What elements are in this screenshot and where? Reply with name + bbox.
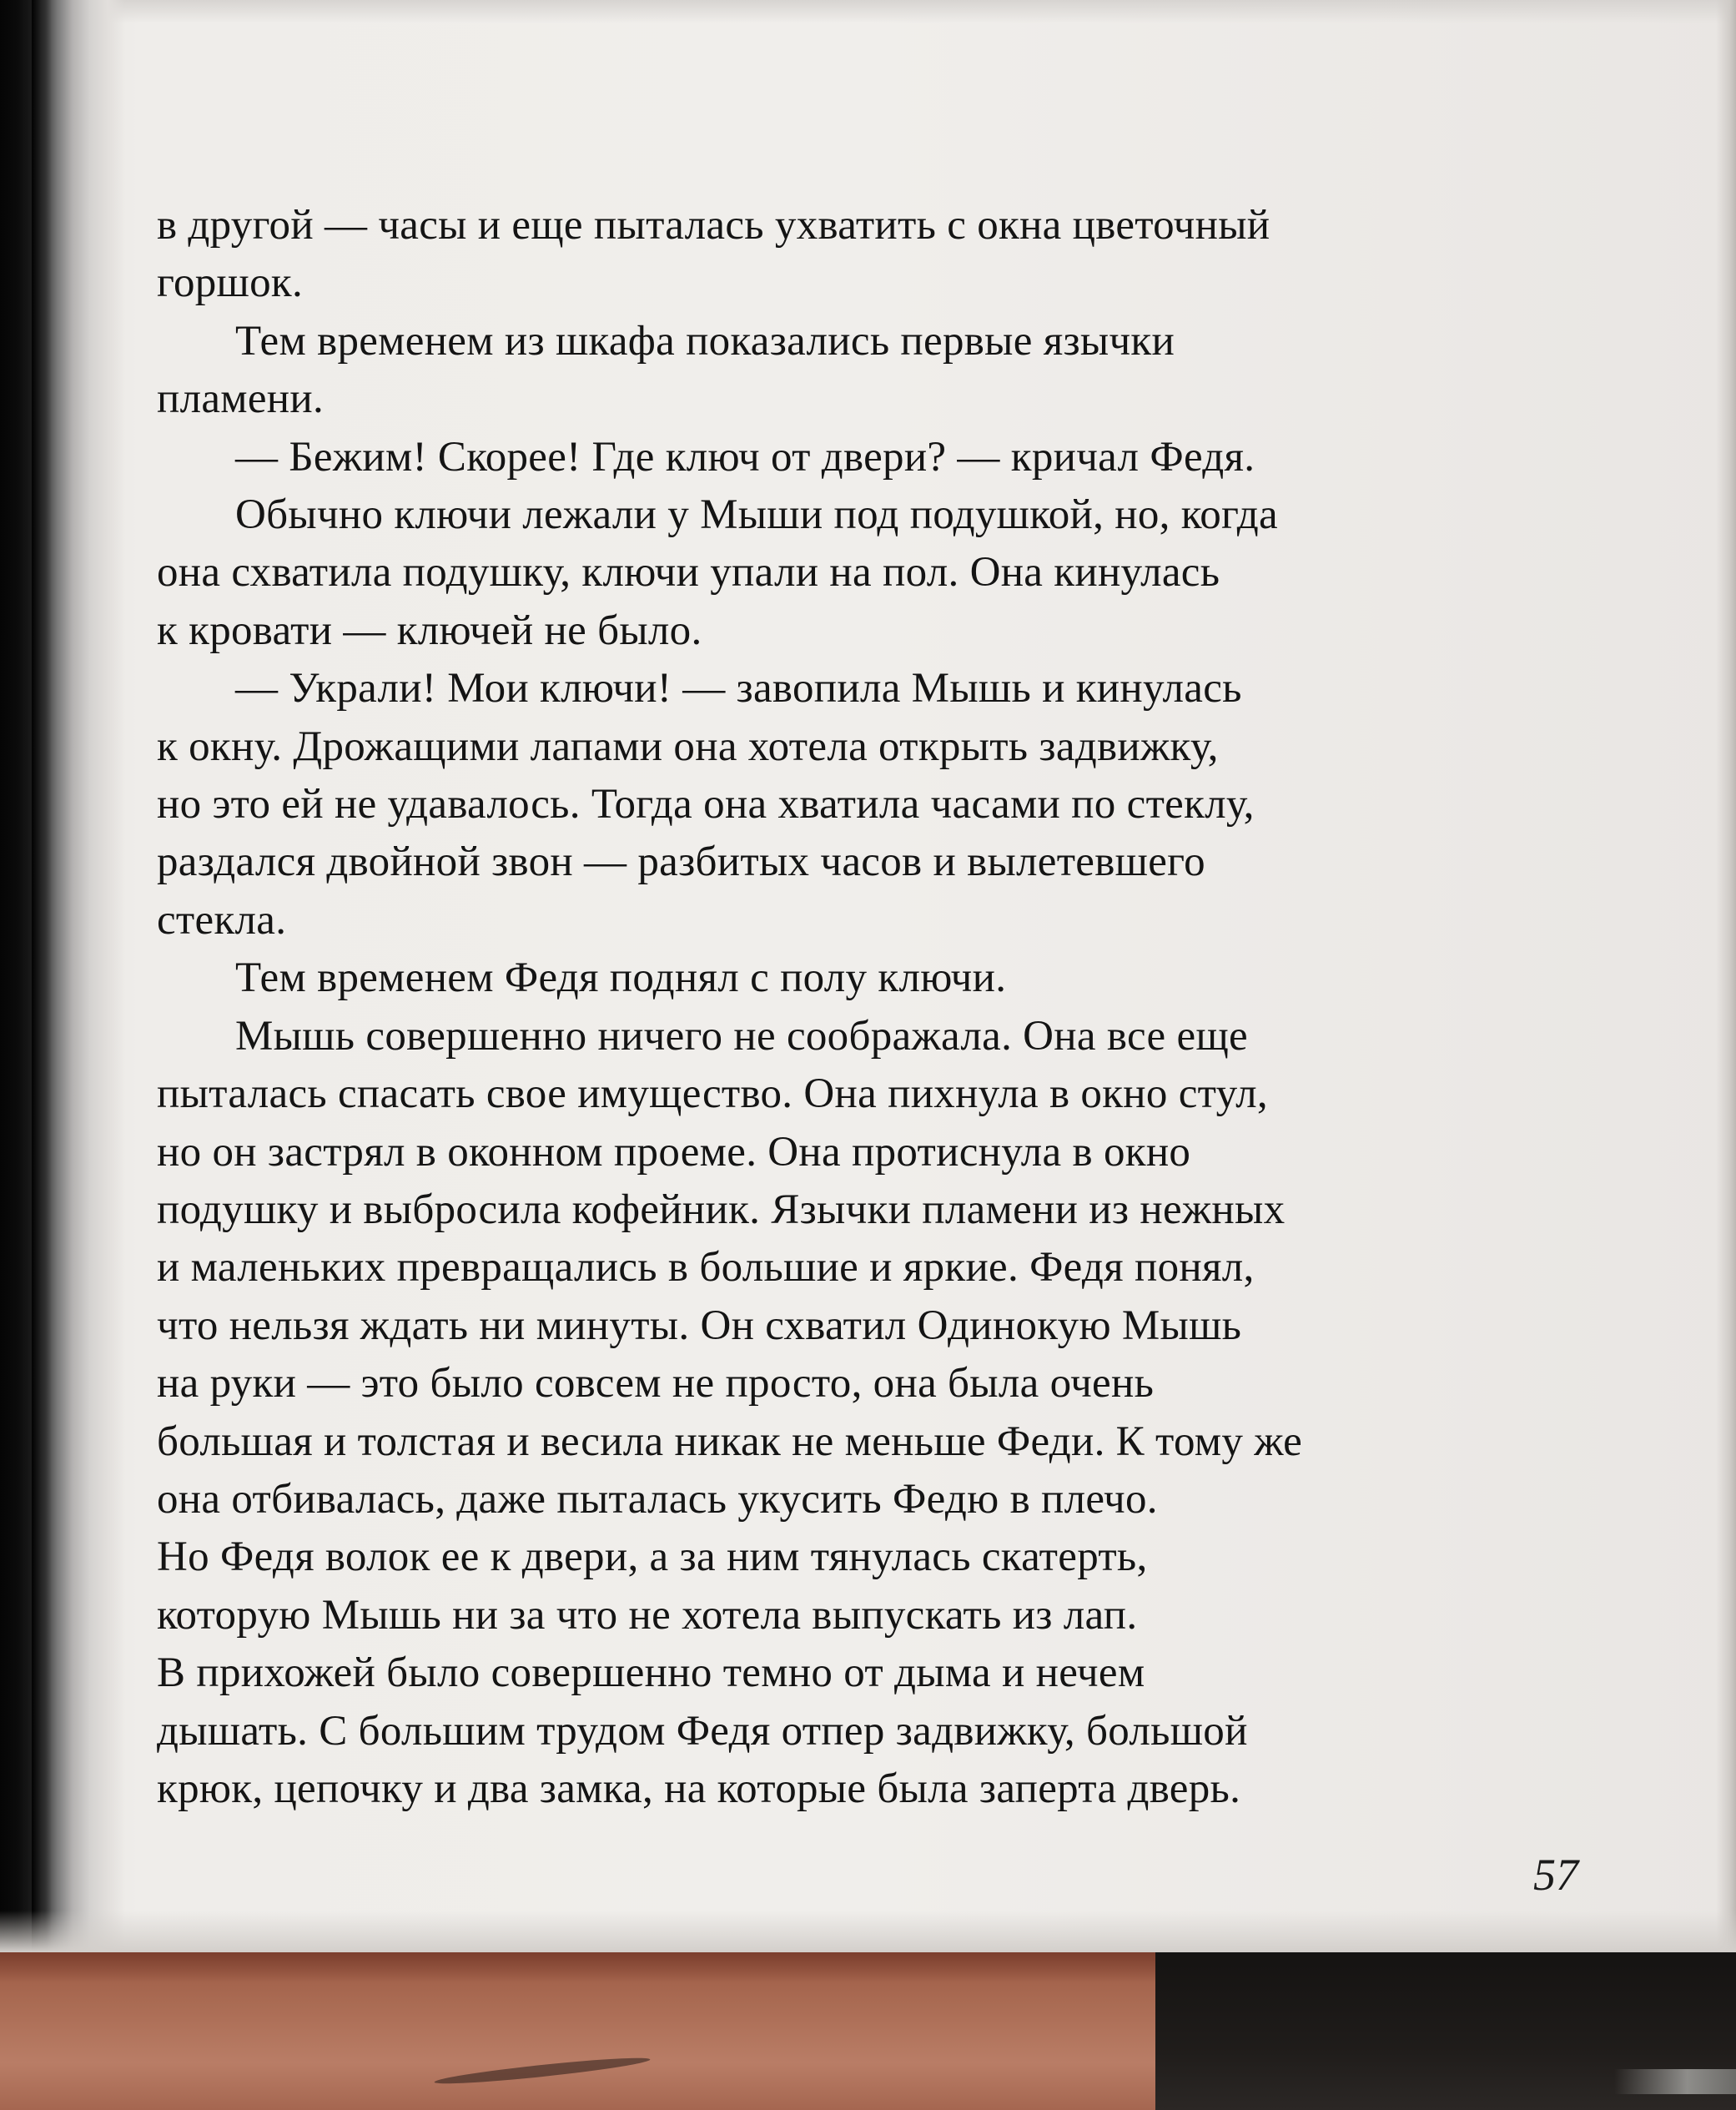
background-object — [1614, 2069, 1736, 2094]
table-surface — [0, 1952, 1155, 2110]
text-line: Но Федя волок ее к двери, а за ним тянулась скатерть, — [157, 1533, 1148, 1581]
text-line: Тем временем Федя поднял с полу ключи. — [235, 954, 1007, 1002]
text-line: она схватила подушку, ключи упали на пол. Она кинулась — [157, 549, 1220, 597]
text-line: которую Мышь ни за что не хотела выпускать из лап. — [157, 1591, 1138, 1639]
text-line: на руки — это было совсем не просто, она была очень — [157, 1360, 1155, 1408]
text-line: к окну. Дрожащими лапами она хотела открыть задвижку, — [157, 723, 1219, 770]
text-line: крюк, цепочку и два замка, на которые была заперта дверь. — [157, 1765, 1241, 1812]
text-line: большая и толстая и весила никак не меньше Феди. К тому же — [157, 1418, 1303, 1465]
text-line: горшок. — [157, 259, 304, 307]
text-line: раздался двойной звон — разбитых часов и вылетевшего — [157, 838, 1205, 886]
text-line: В прихожей было совершенно темно от дыма и нечем — [157, 1649, 1145, 1697]
text-line: пламени. — [157, 375, 325, 423]
text-line: но он застрял в оконном проеме. Она протиснула в окно — [157, 1128, 1191, 1176]
text-line: Тем временем из шкафа показались первые язычки — [235, 317, 1175, 365]
text-line: в другой — часы и еще пыталась ухватить с окна цветочный — [157, 202, 1271, 249]
text-line: стекла. — [157, 896, 287, 944]
book-spine-shadow — [0, 0, 125, 1952]
text-line: подушку и выбросила кофейник. Язычки пламени из нежных — [157, 1186, 1286, 1233]
text-line: — Бежим! Скорее! Где ключ от двери? — кричал Федя. — [235, 433, 1255, 481]
page-number: 57 — [1533, 1850, 1578, 1900]
page-bottom-edge — [0, 1911, 1736, 1952]
text-line: она отбивалась, даже пыталась укусить Федю в плечо. — [157, 1475, 1158, 1523]
book-spine-edge — [32, 0, 52, 1952]
text-line: но это ей не удавалось. Тогда она хватила часами по стеклу, — [157, 781, 1255, 828]
text-line: Мышь совершенно ничего не соображала. Она все еще — [235, 1012, 1248, 1060]
text-line: Обычно ключи лежали у Мыши под подушкой, но, когда — [235, 491, 1278, 539]
text-line: дышать. С большим трудом Федя отпер задвижку, большой — [157, 1707, 1248, 1755]
text-line: — Украли! Мои ключи! — завопила Мышь и кинулась — [235, 665, 1242, 713]
page-top-shadow — [0, 0, 1736, 23]
page-right-edge — [1716, 0, 1736, 1952]
text-line: и маленьких превращались в большие и яркие. Федя понял, — [157, 1244, 1255, 1292]
text-line: пыталась спасать свое имущество. Она пихнула в окно стул, — [157, 1070, 1268, 1118]
body-text — [157, 197, 1608, 1818]
text-line: что нельзя ждать ни минуты. Он схватил Одинокую Мышь — [157, 1302, 1242, 1349]
text-line: к кровати — ключей не было. — [157, 607, 702, 654]
